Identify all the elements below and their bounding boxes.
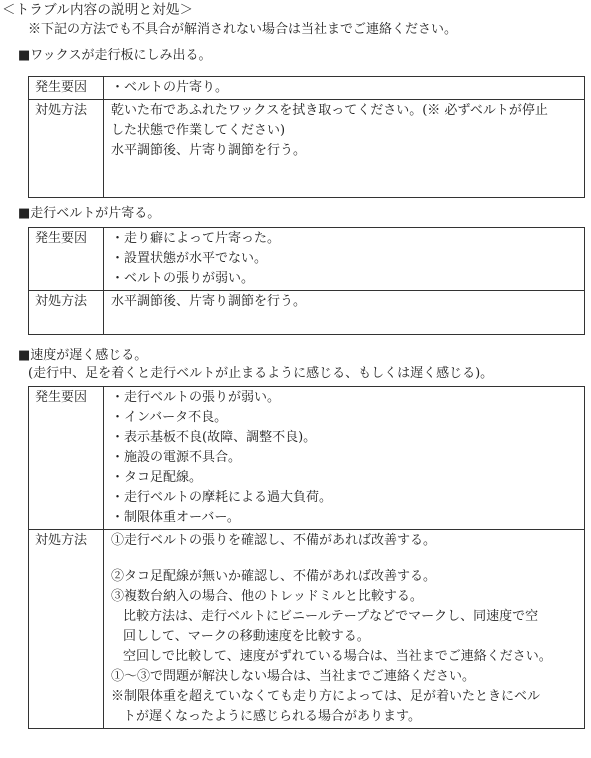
cause-item: ・表示基板不良(故障、調整不良)。 [111, 430, 317, 445]
remedy-row [29, 100, 585, 198]
trouble-table-slow-speed [28, 386, 585, 729]
remedy-label: 対処方法 [29, 530, 104, 729]
cause-item: ・タコ足配線。 [111, 470, 203, 485]
cause-list [104, 228, 585, 291]
cause-row [29, 228, 585, 291]
cause-label: 発生要因 [29, 77, 104, 100]
cause-item: ・インバータ不良。 [111, 410, 228, 425]
remedy-item: ①走行ベルトの張りを確認し、不備があれば改善する。 [111, 533, 437, 548]
remedy-detail: 比較方法は、走行ベルトにビニールテープなどでマークし、同速度で空 [123, 609, 539, 624]
remedy-row [29, 291, 585, 335]
section-heading-slow-speed: ■速度が遅く感じる。 [18, 348, 148, 363]
cause-item: ・設置状態が水平でない。 [111, 251, 268, 266]
section-heading-wax: ■ワックスが走行板にしみ出る。 [18, 48, 212, 63]
remedy-detail: トが遅くなったように感じられる場合があります。 [123, 709, 421, 724]
cause-row [29, 387, 585, 530]
cause-item: ・走行ベルトの張りが弱い。 [111, 390, 281, 405]
remedy-label: 対処方法 [29, 100, 104, 198]
trouble-table-belt-shift [28, 227, 585, 335]
cause-item: ・ベルトの片寄り。 [111, 80, 229, 95]
remedy-line: した状態で作業してください) [111, 123, 286, 138]
cause-item: ・ベルトの張りが弱い。 [111, 271, 255, 286]
section-subheading-slow-speed: (走行中、足を着くと走行ベルトが止まるように感じる、もしくは遅く感じる)。 [28, 366, 494, 381]
remedy-item: ②タコ足配線が無いか確認し、不備があれば改善する。 [111, 569, 437, 584]
remedy-text [104, 100, 585, 198]
remedy-text [104, 291, 585, 335]
cause-list [104, 387, 585, 530]
remedy-line: 水平調節後、片寄り調節を行う。 [111, 294, 307, 309]
cause-label: 発生要因 [29, 228, 104, 291]
cause-item: ・施設の電源不具合。 [111, 450, 242, 465]
cause-item: ・走り癖によって片寄った。 [111, 231, 281, 246]
cause-item: ・走行ベルトの摩耗による過大負荷。 [111, 490, 333, 505]
remedy-detail: 空回しで比較して、速度がずれている場合は、当社までご連絡ください。 [123, 649, 552, 664]
remedy-line: 水平調節後、片寄り調節を行う。 [111, 143, 307, 158]
spacer [111, 551, 578, 567]
remedy-item: ①〜③で問題が解決しない場合は、当社までご連絡ください。 [111, 669, 476, 684]
cause-list [104, 77, 585, 100]
contact-note: ※下記の方法でも不具合が解消されない場合は当社までご連絡ください。 [28, 22, 458, 37]
cause-item: ・制限体重オーバー。 [111, 510, 240, 525]
remedy-detail: 回しして、マークの移動速度を比較する。 [123, 629, 370, 644]
cause-label: 発生要因 [29, 387, 104, 530]
trouble-table-wax [28, 76, 585, 198]
remedy-label: 対処方法 [29, 291, 104, 335]
remedy-line: 乾いた布であふれたワックスを拭き取ってください。(※ 必ずベルトが停止 [111, 103, 548, 118]
remedy-item: ③複数台納入の場合、他のトレッドミルと比較する。 [111, 589, 423, 604]
remedy-row [29, 530, 585, 729]
remedy-item: ※制限体重を超えていなくても走り方によっては、足が着いたときにベル [111, 689, 541, 704]
page-title: ＜トラブル内容の説明と対処＞ [2, 2, 194, 18]
section-heading-belt-shift: ■走行ベルトが片寄る。 [18, 206, 161, 221]
cause-row [29, 77, 585, 100]
remedy-text [104, 530, 585, 729]
